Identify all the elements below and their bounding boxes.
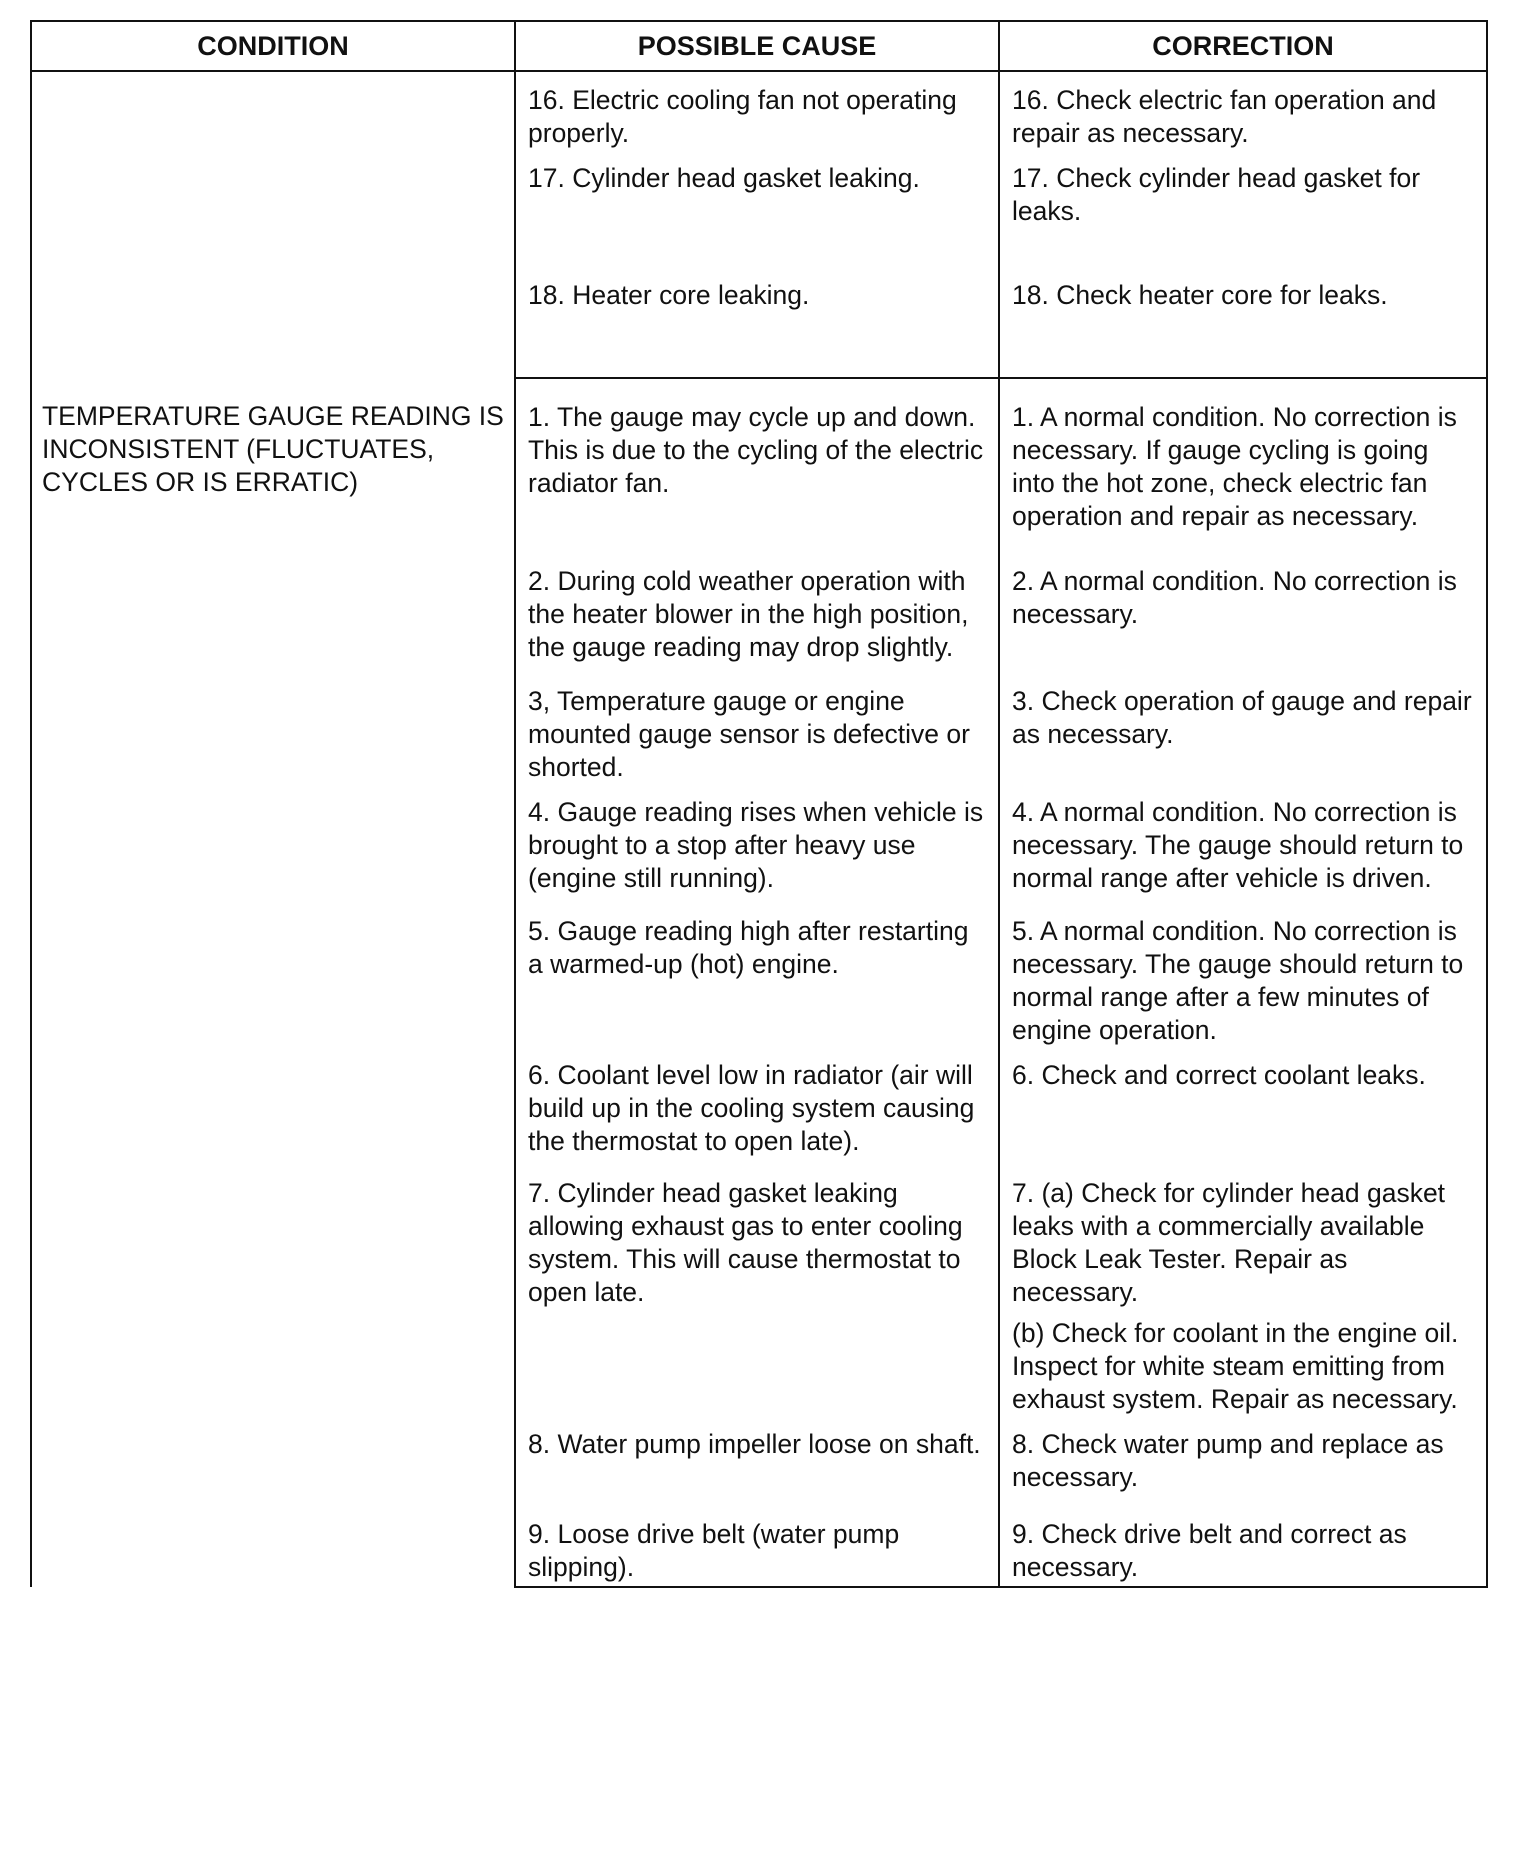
cause-text: 18. Heater core leaking. xyxy=(528,280,810,310)
correction-text: 4. A normal condition. No correction is necessary. The gauge should return to normal range after vehicle is driven. xyxy=(1012,797,1464,893)
correction-text: 8. Check water pump and replace as necessary. xyxy=(1012,1429,1444,1492)
header-condition: CONDITION xyxy=(31,21,515,71)
condition-cell xyxy=(31,378,515,1587)
correction-cell xyxy=(999,1416,1487,1506)
correction-cell xyxy=(999,378,1487,553)
cause-cell xyxy=(515,903,999,1047)
cause-text: 3, Temperature gauge or engine mounted gauge sensor is defective or shorted. xyxy=(528,686,970,782)
cause-cell xyxy=(515,784,999,903)
header-row xyxy=(31,21,1487,71)
cause-cell xyxy=(515,1047,999,1165)
cause-cell xyxy=(515,71,999,150)
cause-cell xyxy=(515,1165,999,1416)
correction-cell xyxy=(999,1165,1487,1416)
correction-cell xyxy=(999,1047,1487,1165)
correction-cell xyxy=(999,1506,1487,1587)
cause-cell xyxy=(515,553,999,673)
header-correction: CORRECTION xyxy=(999,21,1487,71)
cause-cell xyxy=(515,1506,999,1587)
correction-text: 16. Check electric fan operation and repair as necessary. xyxy=(1012,85,1437,148)
correction-cell xyxy=(999,553,1487,673)
cause-text: 17. Cylinder head gasket leaking. xyxy=(528,163,920,193)
correction-text: (b) Check for coolant in the engine oil. Inspect for white steam emitting from exhaust system. Repair as necessary. xyxy=(1012,1318,1459,1414)
correction-text: 9. Check drive belt and correct as necessary. xyxy=(1012,1519,1407,1582)
table-body xyxy=(31,71,1487,1587)
cause-text: 1. The gauge may cycle up and down. This is due to the cycling of the electric radiator fan. xyxy=(528,402,984,498)
correction-text: 6. Check and correct coolant leaks. xyxy=(1012,1060,1426,1090)
correction-text: 2. A normal condition. No correction is necessary. xyxy=(1012,566,1457,629)
cause-cell xyxy=(515,1416,999,1506)
correction-text: 7. (a) Check for cylinder head gasket leaks with a commercially available Block Leak Tester. Repair as necessary. xyxy=(1012,1178,1446,1307)
cause-text: 8. Water pump impeller loose on shaft. xyxy=(528,1429,981,1459)
condition-text: TEMPERATURE GAUGE READING IS INCONSISTENT (FLUCTUATES, CYCLES OR IS ERRATIC) xyxy=(42,401,504,497)
cause-text: 9. Loose drive belt (water pump slipping). xyxy=(528,1519,900,1582)
cause-text: 16. Electric cooling fan not operating properly. xyxy=(528,85,957,148)
cause-text: 6. Coolant level low in radiator (air will build up in the cooling system causing the thermostat to open late). xyxy=(528,1060,975,1156)
cause-cell xyxy=(515,673,999,784)
correction-text: 17. Check cylinder head gasket for leaks. xyxy=(1012,163,1421,226)
cause-text: 4. Gauge reading rises when vehicle is brought to a stop after heavy use (engine still running). xyxy=(528,797,984,893)
cause-text: 7. Cylinder head gasket leaking allowing exhaust gas to enter cooling system. This will cause thermostat to open late. xyxy=(528,1178,963,1307)
correction-cell xyxy=(999,150,1487,267)
correction-cell xyxy=(999,903,1487,1047)
condition-text xyxy=(32,72,514,94)
correction-cell xyxy=(999,71,1487,150)
diagnosis-table xyxy=(30,20,1488,1588)
correction-cell xyxy=(999,784,1487,903)
correction-text: 1. A normal condition. No correction is necessary. If gauge cycling is going into the hot zone, check electric fan operation and repair as necessary. xyxy=(1012,402,1457,531)
table-row xyxy=(31,71,1487,150)
cause-cell xyxy=(515,267,999,378)
correction-cell xyxy=(999,673,1487,784)
correction-cell xyxy=(999,267,1487,378)
correction-text: 3. Check operation of gauge and repair as necessary. xyxy=(1012,686,1472,749)
correction-text: 18. Check heater core for leaks. xyxy=(1012,280,1388,310)
table-row xyxy=(31,378,1487,553)
correction-text: 5. A normal condition. No correction is necessary. The gauge should return to normal range after a few minutes of engine operation. xyxy=(1012,916,1464,1045)
cause-text: 5. Gauge reading high after restarting a warmed-up (hot) engine. xyxy=(528,916,969,979)
cause-cell xyxy=(515,150,999,267)
cause-cell xyxy=(515,378,999,553)
cause-text: 2. During cold weather operation with the heater blower in the high position, the gauge reading may drop slightly. xyxy=(528,566,969,662)
header-possible-cause: POSSIBLE CAUSE xyxy=(515,21,999,71)
condition-cell xyxy=(31,71,515,378)
